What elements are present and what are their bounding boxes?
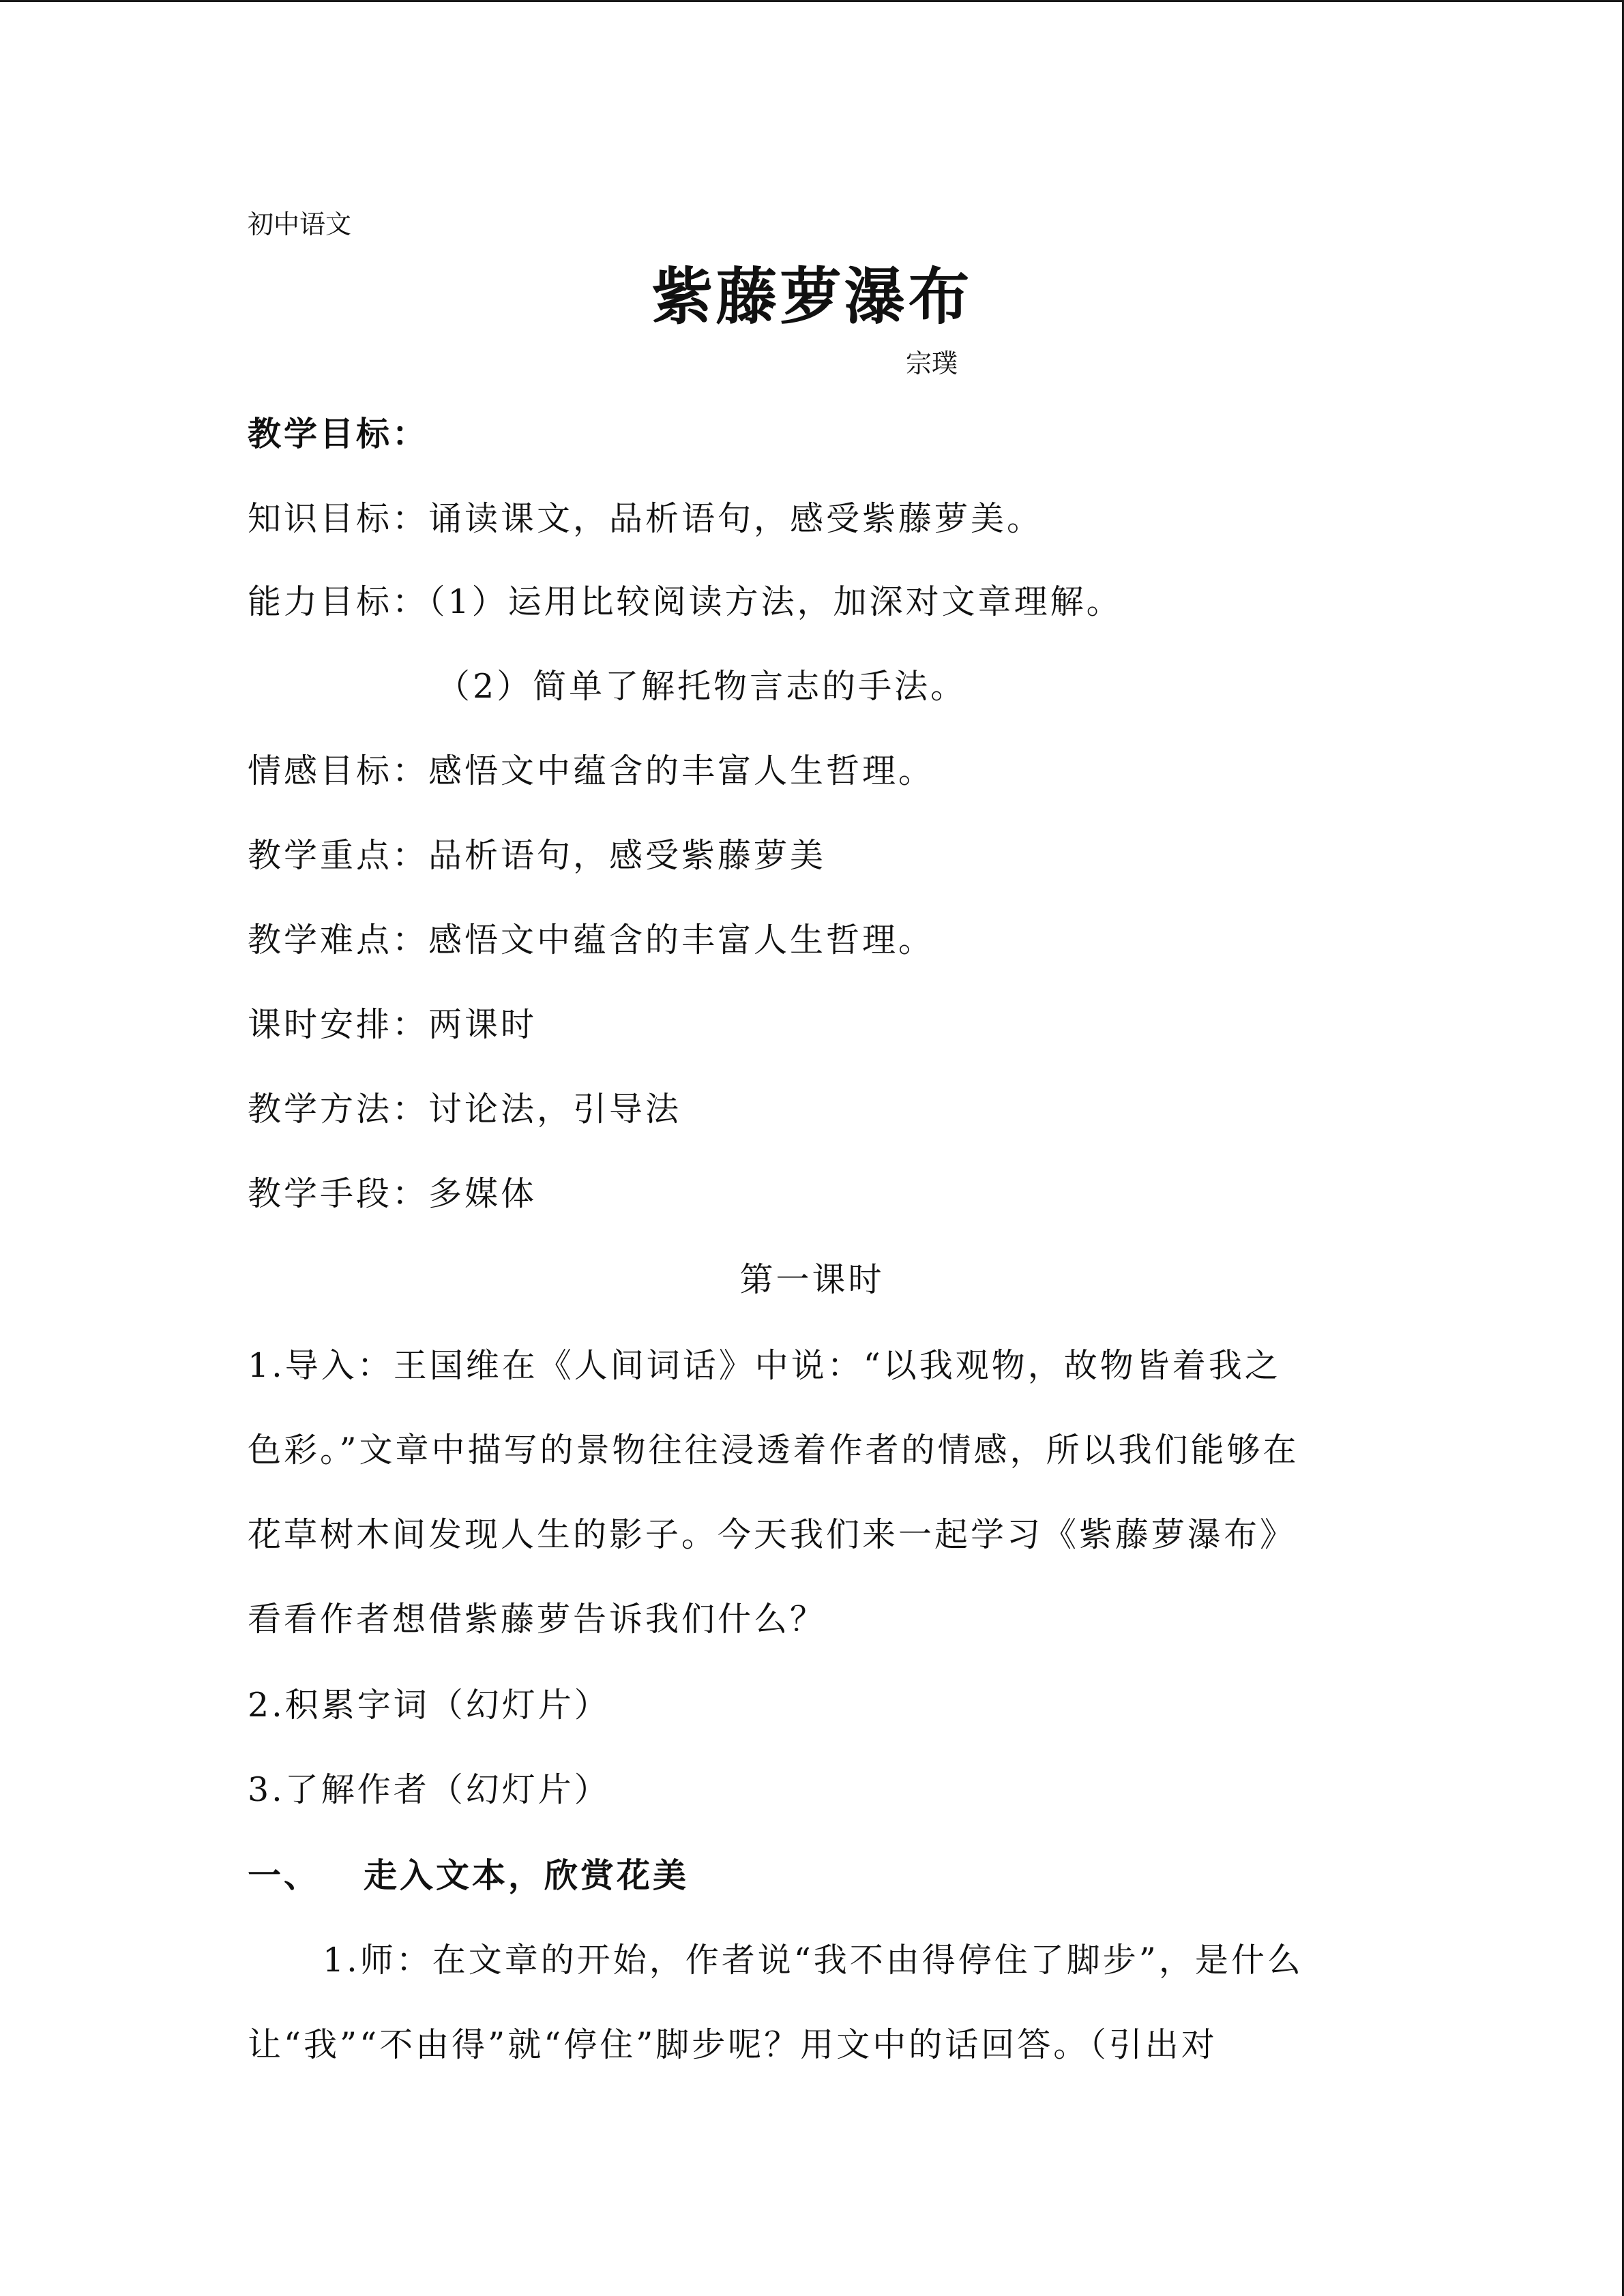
teaching-method: 教学方法：讨论法，引导法 — [248, 1090, 682, 1129]
intro-line: 色彩。”文章中描写的景物往往浸透着作者的情感，所以我们能够在 — [248, 1431, 1299, 1470]
subject-label: 初中语文 — [248, 209, 352, 239]
page-top-border — [0, 0, 1624, 2]
class-schedule: 课时安排：两课时 — [248, 1005, 537, 1044]
lesson-heading: 第一课时 — [739, 1260, 885, 1299]
document-title: 紫藤萝瀑布 — [651, 260, 973, 333]
section-heading — [248, 1855, 690, 1895]
objectives-heading: 教学目标： — [248, 414, 429, 453]
section-title: 走入文本，欣赏花美 — [364, 1855, 690, 1895]
intro-line: 看看作者想借紫藤萝告诉我们什么？ — [248, 1600, 827, 1639]
knowledge-objective: 知识目标：诵读课文，品析语句，感受紫藤萝美。 — [248, 499, 1044, 538]
teaching-focus: 教学重点：品析语句，感受紫藤萝美 — [248, 836, 827, 875]
author-name: 宗璞 — [906, 348, 958, 378]
teaching-difficulty: 教学难点：感悟文中蕴含的丰富人生哲理。 — [248, 921, 935, 959]
paragraph-line: 1.师：在文章的开始，作者说“我不由得停住了脚步”，是什么 — [323, 1941, 1303, 1980]
step-vocabulary: 2.积累字词（幻灯片） — [248, 1686, 610, 1725]
intro-line: 1.导入：王国维在《人间词话》中说：“以我观物，故物皆着我之 — [248, 1346, 1281, 1385]
paragraph-line: 让“我”“不由得”就“停住”脚步呢？用文中的话回答。（引出对 — [248, 2025, 1217, 2064]
intro-line: 花草树木间发现人生的影子。今天我们来一起学习《紫藤萝瀑布》 — [248, 1515, 1297, 1554]
emotion-objective: 情感目标：感悟文中蕴含的丰富人生哲理。 — [248, 751, 935, 790]
step-author: 3.了解作者（幻灯片） — [248, 1770, 610, 1809]
ability-objective-2: （2）简单了解托物言志的手法。 — [437, 667, 967, 706]
ability-objective-1: 能力目标：（1）运用比较阅读方法，加深对文章理解。 — [248, 582, 1123, 621]
teaching-means: 教学手段：多媒体 — [248, 1174, 537, 1213]
section-number: 一、 — [248, 1855, 321, 1895]
